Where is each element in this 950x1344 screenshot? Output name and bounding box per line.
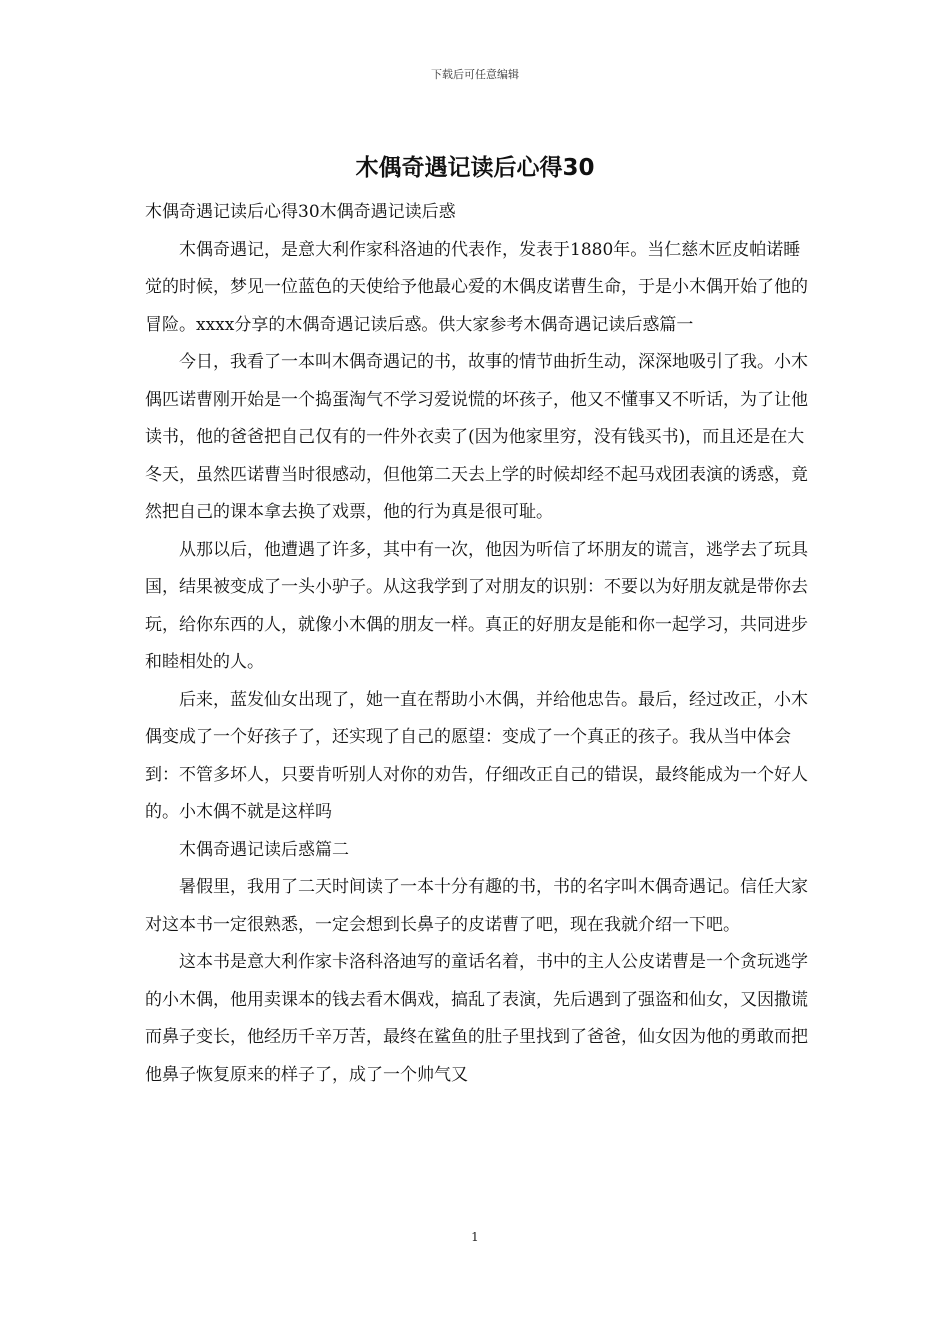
subtitle-line: 木偶奇遇记读后心得30木偶奇遇记读后惑	[145, 202, 456, 222]
paragraph: 今日，我看了一本叫木偶奇遇记的书，故事的情节曲折生动，深深地吸引了我。小木偶匹诺曹刚开始是一个捣蛋淘气不学习爱说慌的坏孩子，他又不懂事又不听话，为了让他读书，他的爸爸把自己仅有的一件外衣卖了(因为他家里穷，没有钱买书)，而且还是在大冬天，虽然匹诺曹当时很感动，但他第二天去上学的时候却经不起马戏团表演的诱惑，竟然把自己的课本拿去换了戏票，他的行为真是很可耻。	[145, 352, 808, 522]
document-body	[145, 194, 810, 1094]
paragraph: 暑假里，我用了二天时间读了一本十分有趣的书，书的名字叫木偶奇遇记。信任大家对这本书一定很熟悉，一定会想到长鼻子的皮诺曹了吧，现在我就介绍一下吧。	[145, 877, 808, 935]
paragraph: 后来，蓝发仙女出现了，她一直在帮助小木偶，并给他忠告。最后，经过改正，小木偶变成了一个好孩子了，还实现了自己的愿望：变成了一个真正的孩子。我从当中体会到：不管多坏人，只要肯听别人对你的劝告，仔细改正自己的错误，最终能成为一个好人的。小木偶不就是这样吗	[145, 689, 808, 822]
paragraph: 这本书是意大利作家卡洛科洛迪写的童话名着，书中的主人公皮诺曹是一个贪玩逃学的小木偶，他用卖课本的钱去看木偶戏，搞乱了表演，先后遇到了强盗和仙女，又因撒谎而鼻子变长，他经历千辛万苦，最终在鲨鱼的肚子里找到了爸爸，仙女因为他的勇敢而把他鼻子恢复原来的样子了，成了一个帅气又	[145, 952, 808, 1085]
document-title: 木偶奇遇记读后心得30	[355, 155, 595, 181]
page-number: 1	[471, 1230, 479, 1244]
paragraph: 木偶奇遇记，是意大利作家科洛迪的代表作，发表于1880年。当仁慈木匠皮帕诺睡觉的时候，梦见一位蓝色的天使给予他最心爱的木偶皮诺曹生命，于是小木偶开始了他的冒险。xxxx分享的木偶奇遇记读后惑。供大家参考木偶奇遇记读后惑篇一	[145, 239, 808, 335]
paragraph: 从那以后，他遭遇了许多，其中有一次，他因为听信了坏朋友的谎言，逃学去了玩具国，结果被变成了一头小驴子。从这我学到了对朋友的识别：不要以为好朋友就是带你去玩，给你东西的人，就像小木偶的朋友一样。真正的好朋友是能和你一起学习，共同进步和睦相处的人。	[145, 539, 808, 672]
section-heading: 木偶奇遇记读后惑篇二	[179, 839, 349, 860]
header-note: 下载后可任意编辑	[431, 68, 519, 81]
